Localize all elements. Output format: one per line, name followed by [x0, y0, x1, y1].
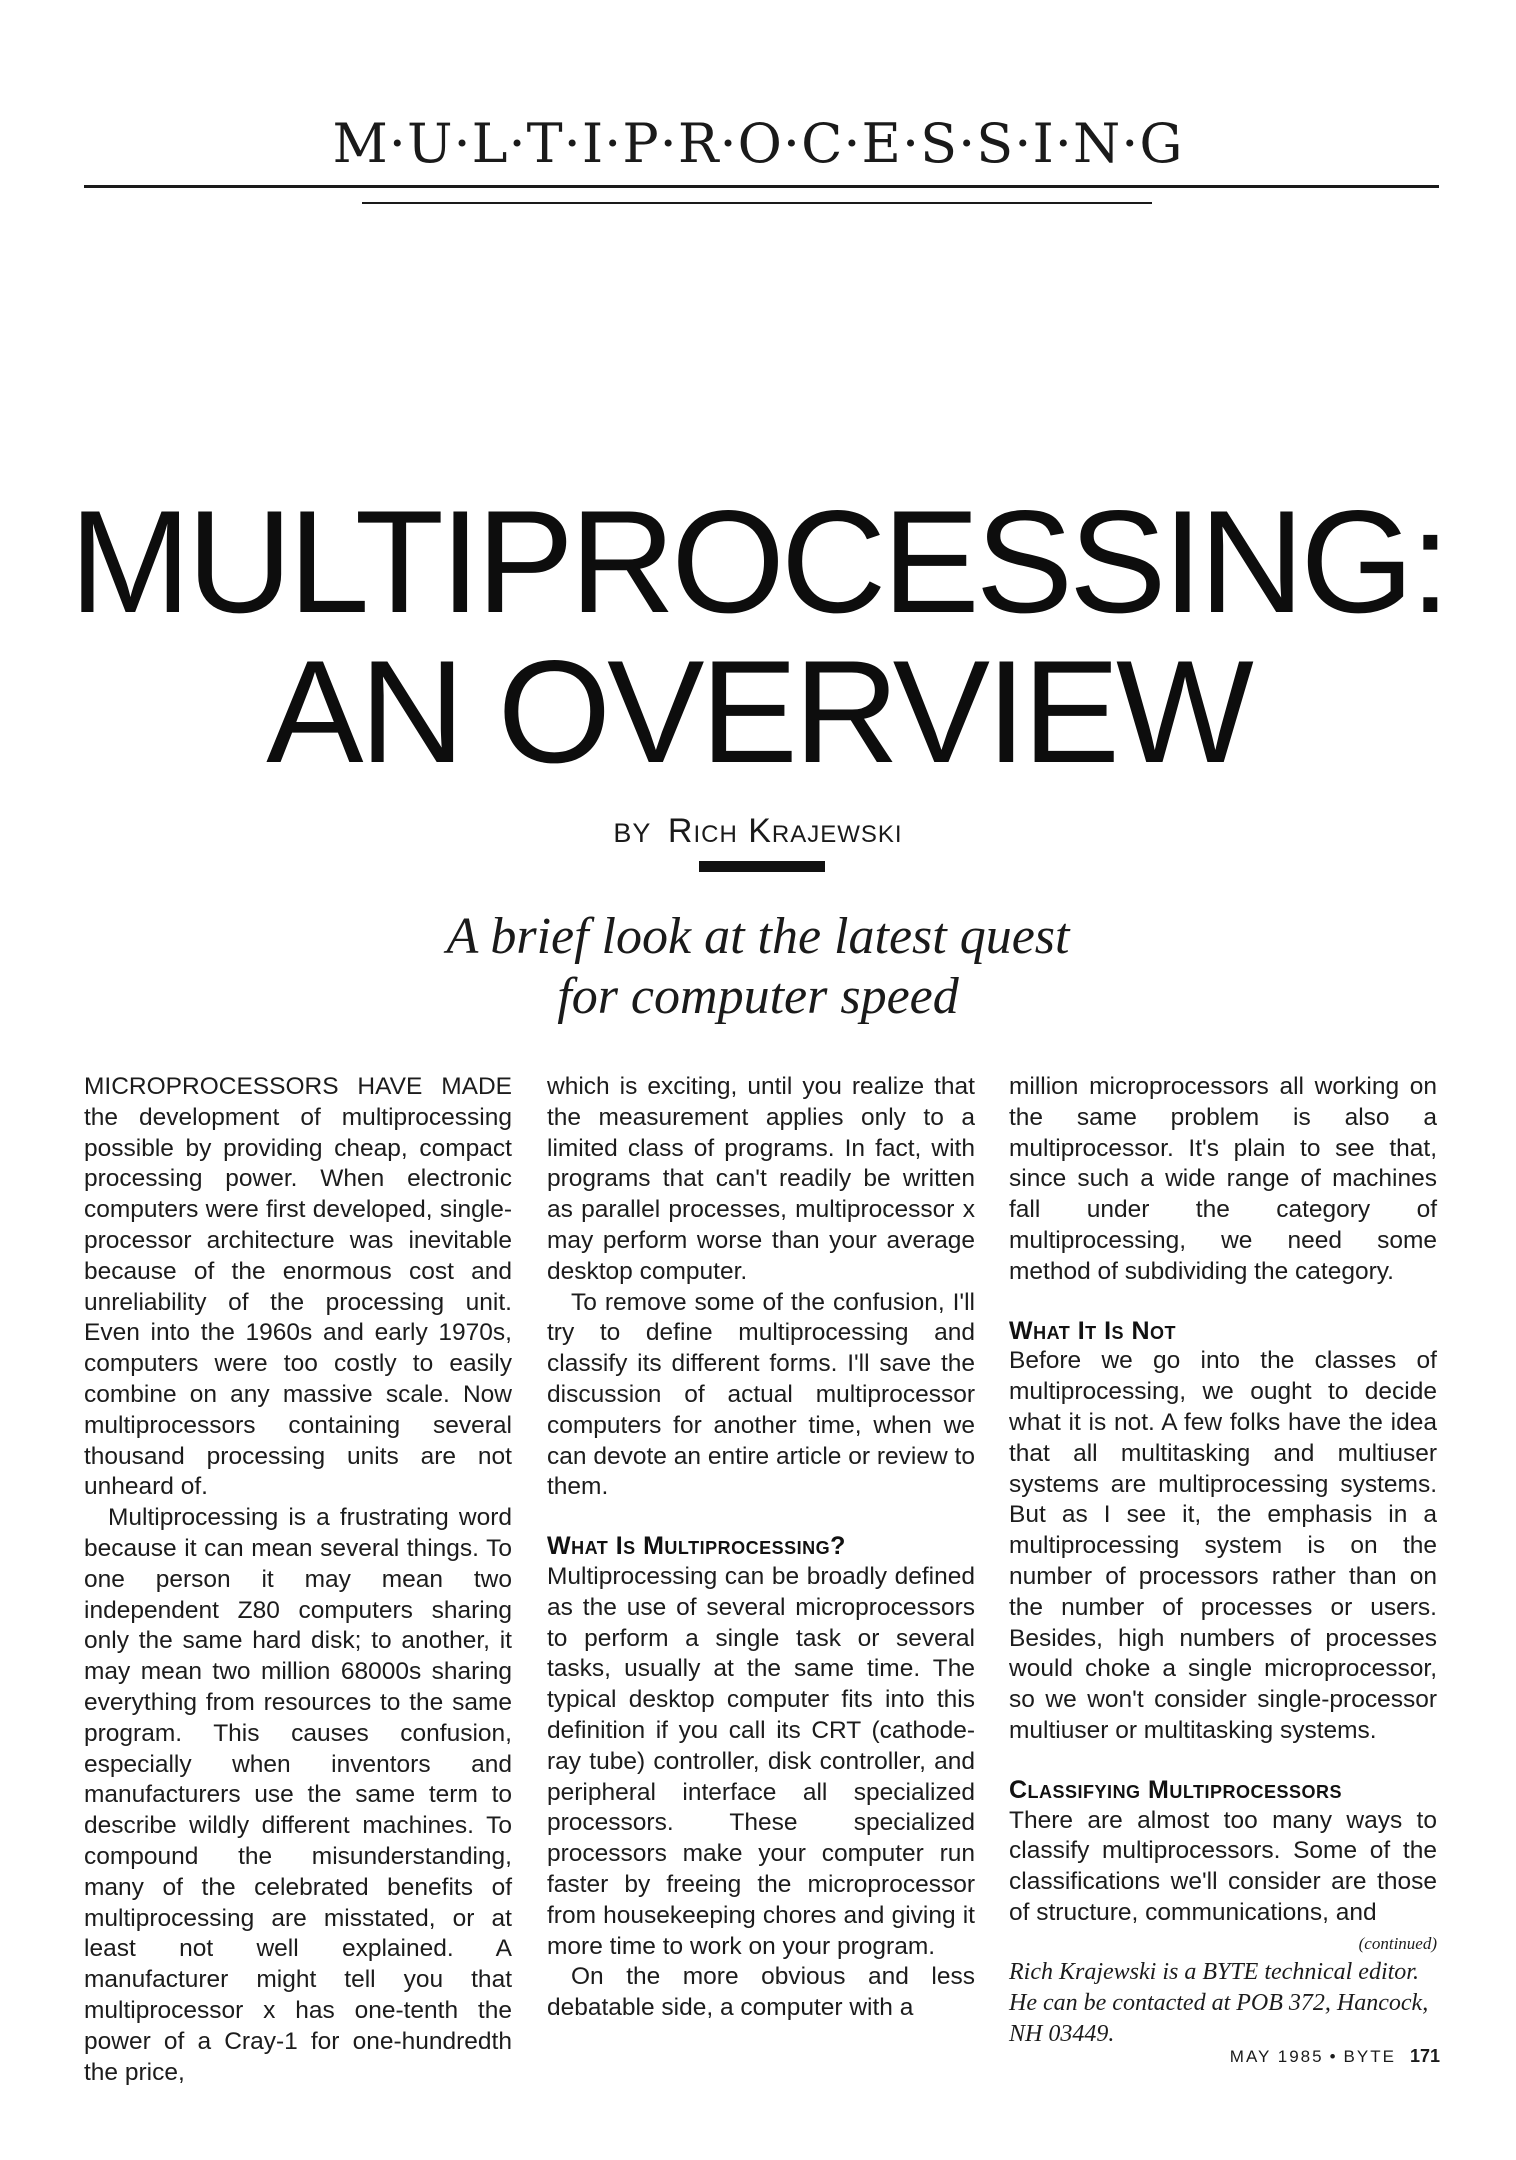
paragraph: Before we go into the classes of multiprocessing, we ought to decide what it is not. A few folks have the idea that all multitasking and multiuser systems are multiprocessing systems. But as I see it, the emphasis in a multiprocessing system is on the number of processors rather than on the number of processes or users. Besides, high numbers of processes would choke a single microprocessor, so we won't consider single-processor multiuser or multitasking systems.	[1009, 1347, 1437, 1744]
subheading-what-it-is-not: What It Is Not	[1009, 1316, 1177, 1345]
paragraph: Multiprocessing can be broadly defined as the use of several microprocessors to perform a single task or several tasks, usually at the same time. The typical desktop computer fits into this definition if you call its CRT (cathode-ray tube) controller, disk controller, and peripheral interface all specialized processors. These specialized processors make your computer run faster by freeing the microprocessor from housekeeping chores and giving it more time to work on your program.	[547, 1562, 975, 1960]
subheading-what-is-multiprocessing: What Is Multiprocessing?	[547, 1532, 846, 1561]
byline-bar	[699, 861, 825, 872]
byline-prefix: BY	[613, 818, 652, 848]
header-rule-top	[84, 185, 1439, 188]
body-column-3	[1009, 1072, 1437, 2050]
article-title	[0, 480, 1516, 793]
header-rule-bottom	[362, 202, 1152, 204]
title-line-2: AN OVERVIEW	[266, 630, 1250, 793]
page-number: 171	[1409, 2046, 1440, 2066]
paragraph: which is exciting, until you realize that the measurement applies only to a limited class of programs. In fact, with programs that can't readily be written as parallel processes, multiprocessor x may perform worse than your average desktop computer.	[547, 1073, 975, 1285]
title-line-1: MULTIPROCESSING:	[69, 480, 1447, 643]
paragraph: On the more obvious and less debatable side, a computer with a	[547, 1963, 975, 2022]
deck-line-2: for computer speed	[557, 968, 959, 1025]
subheading-classifying-multiprocessors: Classifying Multiprocessors	[1009, 1775, 1343, 1804]
body-column-2	[547, 1072, 975, 2024]
continued-note: (continued)	[1358, 1933, 1437, 1953]
deck-line-1: A brief look at the latest quest	[446, 908, 1070, 965]
page-footer	[1230, 2046, 1440, 2067]
author-name: Rich Krajewski	[667, 812, 903, 850]
footer-issue: MAY 1985	[1229, 2047, 1324, 2066]
article-deck	[0, 907, 1516, 1027]
footer-magazine: BYTE	[1343, 2047, 1396, 2066]
paragraph: Multiprocessing is a frustrating word because it can mean several things. To one person it may mean two independent Z80 computers sharing only the same hard disk; to another, it may mean two million 68000s sharing everything from resources to the same program. This causes confusion, especially when inventors and manufacturers use the same term to describe wildly different machines. To compound the misunderstanding, many of the celebrated benefits of multiprocessing are misstated, or at least not well explained. A manufacturer might tell you that multiprocessor x has one-tenth the power of a Cray-1 for one-hundredth the price,	[84, 1504, 512, 2086]
body-column-1	[84, 1072, 512, 2088]
paragraph: million microprocessors all working on the same problem is also a multiprocessor. It's plain to see that, since such a wide range of machines fall under the category of multiprocessing, we need some method of subdividing the category.	[1009, 1073, 1437, 1285]
paragraph: To remove some of the confusion, I'll try to define multiprocessing and classify its different forms. I'll save the discussion of actual multiprocessor computers for another time, when we can devote an entire article or review to them.	[547, 1288, 975, 1501]
byline	[0, 812, 1516, 851]
author-bio: Rich Krajewski is a BYTE technical editor. He can be contacted at POB 372, Hancock, NH 03449.	[1009, 1958, 1429, 2047]
footer-bullet: •	[1329, 2047, 1338, 2066]
paragraph: There are almost too many ways to classify multiprocessors. Some of the classifications we'll consider are those of structure, communications, and	[1009, 1806, 1437, 1926]
paragraph: MICROPROCESSORS HAVE MADE the development of multiprocessing possible by providing cheap, compact processing power. When electronic computers were first developed, single-processor architecture was inevitable because of the enormous cost and unreliability of the processing unit. Even into the 1960s and early 1970s, computers were too costly to easily combine on any massive scale. Now multiprocessors containing several thousand processing units are not unheard of.	[84, 1073, 512, 1501]
section-header: M·U·L·T·I·P·R·O·C·E·S·S·I·N·G	[332, 112, 1184, 175]
